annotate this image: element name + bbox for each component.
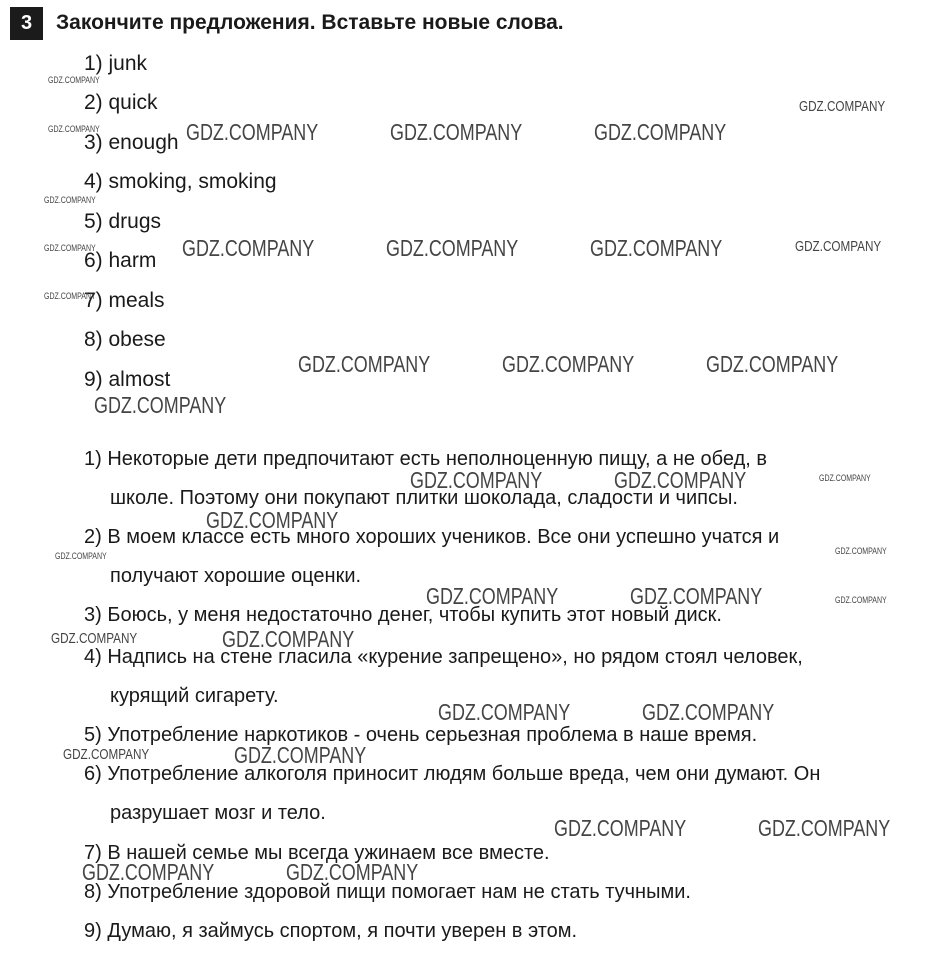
translation-line: 1) Некоторые дети предпочитают есть неполноценную пищу, а не обед, в bbox=[84, 448, 767, 470]
answer-item-5: 5) drugs bbox=[84, 210, 162, 233]
watermark: GDZ.COMPANY bbox=[590, 235, 723, 261]
watermark: GDZ.COMPANY bbox=[554, 815, 687, 841]
watermark: GDZ.COMPANY bbox=[426, 583, 559, 609]
exercise-number-badge: 3 bbox=[10, 7, 43, 40]
watermark: GDZ.COMPANY bbox=[390, 119, 523, 145]
translation-item-8 bbox=[84, 873, 923, 912]
watermark: GDZ.COMPANY bbox=[799, 98, 886, 115]
translation-continuation: курящий сигарету. bbox=[110, 685, 279, 707]
watermark: GDZ.COMPANY bbox=[44, 291, 96, 301]
translation-item-9 bbox=[84, 912, 923, 951]
translation-item-3 bbox=[84, 596, 923, 635]
translation-item-5 bbox=[84, 716, 923, 755]
answer-item-9: 9) almost bbox=[84, 368, 171, 391]
translation-line: 9) Думаю, я займусь спортом, я почти уверен в этом. bbox=[84, 920, 578, 942]
watermark: GDZ.COMPANY bbox=[758, 815, 891, 841]
translation-line: 4) Надпись на стене гласила «курение запрещено», но рядом стоял человек, bbox=[84, 646, 803, 668]
translation-continuation: разрушает мозг и тело. bbox=[110, 802, 326, 824]
watermark: GDZ.COMPANY bbox=[63, 746, 150, 763]
watermark: GDZ.COMPANY bbox=[835, 546, 887, 556]
watermark: GDZ.COMPANY bbox=[706, 351, 839, 377]
translation-item-2 bbox=[84, 518, 923, 596]
answer-item-7: 7) meals bbox=[84, 289, 165, 312]
translation-line: 8) Употребление здоровой пищи помогает нам не стать тучными. bbox=[84, 881, 691, 903]
watermark: GDZ.COMPANY bbox=[614, 467, 747, 493]
answer-item-1: 1) junk bbox=[84, 52, 148, 75]
watermark: GDZ.COMPANY bbox=[55, 551, 107, 561]
answer-item-2: 2) quick bbox=[84, 91, 158, 114]
translation-line: 7) В нашей семье мы всегда ужинаем все вместе. bbox=[84, 842, 550, 864]
watermark: GDZ.COMPANY bbox=[48, 124, 100, 134]
watermark: GDZ.COMPANY bbox=[182, 235, 315, 261]
translation-item-1 bbox=[84, 440, 923, 518]
translation-item-4 bbox=[84, 638, 923, 716]
answer-item-4: 4) smoking, smoking bbox=[84, 170, 277, 193]
translation-item-7 bbox=[84, 834, 923, 873]
watermark: GDZ.COMPANY bbox=[594, 119, 727, 145]
watermark: GDZ.COMPANY bbox=[438, 699, 571, 725]
watermark: GDZ.COMPANY bbox=[386, 235, 519, 261]
watermark: GDZ.COMPANY bbox=[94, 392, 227, 418]
watermark: GDZ.COMPANY bbox=[44, 243, 96, 253]
watermark: GDZ.COMPANY bbox=[298, 351, 431, 377]
translation-line: 6) Употребление алкоголя приносит людям больше вреда, чем они думают. Он bbox=[84, 763, 821, 785]
watermark: GDZ.COMPANY bbox=[51, 630, 138, 647]
answer-item-3: 3) enough bbox=[84, 131, 179, 154]
translation-continuation: получают хорошие оценки. bbox=[110, 565, 362, 587]
exercise-title: Закончите предложения. Вставьте новые слова. bbox=[56, 11, 564, 34]
watermark: GDZ.COMPANY bbox=[286, 859, 419, 885]
watermark: GDZ.COMPANY bbox=[502, 351, 635, 377]
watermark: GDZ.COMPANY bbox=[410, 467, 543, 493]
translation-continuation: школе. Поэтому они покупают плитки шоколада, сладости и чипсы. bbox=[110, 487, 738, 509]
watermark: GDZ.COMPANY bbox=[206, 507, 339, 533]
translation-line: 2) В моем классе есть много хороших учеников. Все они успешно учатся и bbox=[84, 526, 780, 548]
watermark: GDZ.COMPANY bbox=[186, 119, 319, 145]
translation-item-6 bbox=[84, 755, 923, 833]
watermark: GDZ.COMPANY bbox=[819, 473, 871, 483]
watermark: GDZ.COMPANY bbox=[835, 595, 887, 605]
watermark: GDZ.COMPANY bbox=[222, 626, 355, 652]
watermark: GDZ.COMPANY bbox=[48, 75, 100, 85]
answer-item-8: 8) obese bbox=[84, 328, 166, 351]
answer-item-6: 6) harm bbox=[84, 249, 157, 272]
watermark: GDZ.COMPANY bbox=[630, 583, 763, 609]
watermark: GDZ.COMPANY bbox=[234, 742, 367, 768]
translation-line: 3) Боюсь, у меня недостаточно денег, чтобы купить этот новый диск. bbox=[84, 604, 722, 626]
watermark: GDZ.COMPANY bbox=[44, 195, 96, 205]
watermark: GDZ.COMPANY bbox=[82, 859, 215, 885]
watermark: GDZ.COMPANY bbox=[642, 699, 775, 725]
translation-line: 5) Употребление наркотиков - очень серьезная проблема в наше время. bbox=[84, 724, 758, 746]
watermark: GDZ.COMPANY bbox=[795, 238, 882, 255]
